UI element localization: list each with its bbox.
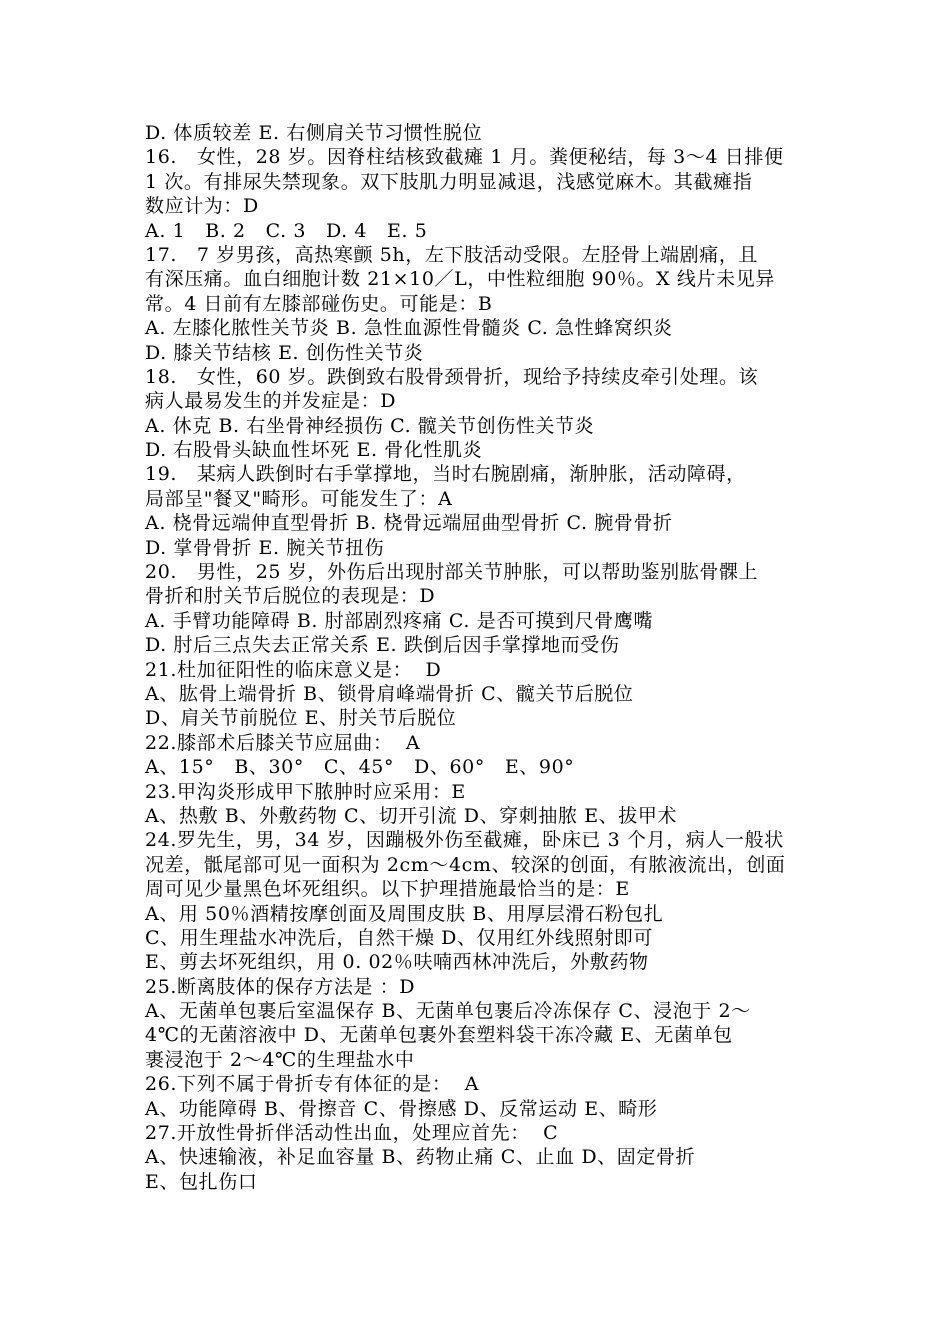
document-text-line: 16. 女性，28 岁。因脊柱结核致截瘫 1 月。粪便秘结，每 3～4 日排便 (145, 146, 784, 169)
document-text-line: 病人最易发生的并发症是：D (145, 390, 397, 413)
document-text-line: D. 膝关节结核 E. 创伤性关节炎 (145, 341, 424, 364)
document-text-line: 23.甲沟炎形成甲下脓肿时应采用：E (145, 780, 466, 803)
document-text-line: A. 手臂功能障碍 B. 肘部剧烈疼痛 C. 是否可摸到尺骨鹰嘴 (145, 609, 654, 632)
document-text-line: 18. 女性，60 岁。跌倒致右股骨颈骨折，现给予持续皮牵引处理。该 (145, 365, 759, 388)
document-text-line: A. 桡骨远端伸直型骨折 B. 桡骨远端屈曲型骨折 C. 腕骨骨折 (145, 512, 673, 535)
document-text-line: A、无菌单包裹后室温保存 B、无菌单包裹后冷冻保存 C、浸泡于 2～ (145, 1000, 751, 1023)
document-text-line: 25.断离肢体的保存方法是 ：D (145, 975, 416, 998)
document-text-line: 数应计为：D (145, 195, 259, 218)
document-text-line: 4℃的无菌溶液中 D、无菌单包裹外套塑料袋干冻冷藏 E、无菌单包 (145, 1024, 733, 1047)
document-text-line: A、15° B、30° C、45° D、60° E、90° (145, 756, 575, 779)
document-text-line: C、用生理盐水冲洗后，自然干燥 D、仅用红外线照射即可 (145, 926, 654, 949)
document-text-line: A、快速输液，补足血容量 B、药物止痛 C、止血 D、固定骨折 (145, 1146, 696, 1169)
document-text-line: 21.杜加征阳性的临床意义是： D (145, 658, 442, 681)
document-text-line: 24.罗先生，男，34 岁，因蹦极外伤至截瘫，卧床已 3 个月，病人一般状 (145, 829, 784, 852)
document-text-line: 27.开放性骨折伴活动性出血，处理应首先： C (145, 1122, 559, 1145)
document-body (145, 121, 845, 1194)
document-text-line: A. 休克 B. 右坐骨神经损伤 C. 髋关节创伤性关节炎 (145, 414, 595, 437)
document-text-line: 裹浸泡于 2～4℃的生理盐水中 (145, 1048, 415, 1071)
document-text-line: D. 体质较差 E. 右侧肩关节习惯性脱位 (145, 122, 483, 144)
document-text-line: 周可见少量黑色坏死组织。以下护理措施最恰当的是：E (145, 878, 630, 901)
document-text-line: A. 1 B. 2 C. 3 D. 4 E. 5 (145, 219, 428, 242)
document-text-line: A. 左膝化脓性关节炎 B. 急性血源性骨髓炎 C. 急性蜂窝织炎 (145, 317, 673, 340)
document-text-line: 26.下列不属于骨折专有体征的是： A (145, 1073, 480, 1096)
document-text-line: A、热敷 B、外敷药物 C、切开引流 D、穿刺抽脓 E、拔甲术 (145, 804, 678, 827)
document-text-line: A、功能障碍 B、骨擦音 C、骨擦感 D、反常运动 E、畸形 (145, 1097, 658, 1120)
document-text-line: A、用 50％酒精按摩创面及周围皮肤 B、用厚层滑石粉包扎 (145, 902, 664, 925)
document-text-line: 局部呈"餐叉"畸形。可能发生了：A (145, 487, 453, 510)
document-text-line: 20. 男性，25 岁，外伤后出现肘部关节肿胀，可以帮助鉴别肱骨髁上 (145, 561, 759, 584)
document-text-line: 17. 7 岁男孩，高热寒颤 5h，左下肢活动受限。左胫骨上端剧痛，且 (145, 243, 759, 266)
document-text-line: D. 右股骨头缺血性坏死 E. 骨化性肌炎 (145, 439, 483, 462)
document-text-line: 况差，骶尾部可见一面积为 2cm～4cm、较深的创面，有脓液流出，创面 (145, 853, 786, 876)
document-text-line: 22.膝部术后膝关节应屈曲： A (145, 731, 421, 754)
document-text-line: D、肩关节前脱位 E、肘关节后脱位 (145, 707, 457, 730)
document-text-line: A、肱骨上端骨折 B、锁骨肩峰端骨折 C、髋关节后脱位 (145, 682, 634, 705)
document-text-line: 常。4 日前有左膝部碰伤史。可能是：B (145, 292, 493, 315)
document-text-line: D. 肘后三点失去正常关系 E. 跌倒后因手掌撑地而受伤 (145, 634, 620, 657)
document-text-line: 骨折和肘关节后脱位的表现是：D (145, 585, 436, 608)
document-text-line: 19. 某病人跌倒时右手掌撑地，当时右腕剧痛，渐肿胀，活动障碍， (145, 463, 746, 486)
document-text-line: 1 次。有排尿失禁现象。双下肢肌力明显减退，浅感觉麻木。其截瘫指 (145, 170, 753, 193)
document-text-line: 有深压痛。血白细胞计数 21×10／L，中性粒细胞 90％。X 线片未见异 (145, 268, 775, 291)
document-text-line: D. 掌骨骨折 E. 腕关节扭伤 (145, 536, 385, 559)
document-text-line: E、剪去坏死组织，用 0. 02％呋喃西林冲洗后，外敷药物 (145, 951, 649, 974)
document-text-line: E、包扎伤口 (145, 1170, 258, 1193)
